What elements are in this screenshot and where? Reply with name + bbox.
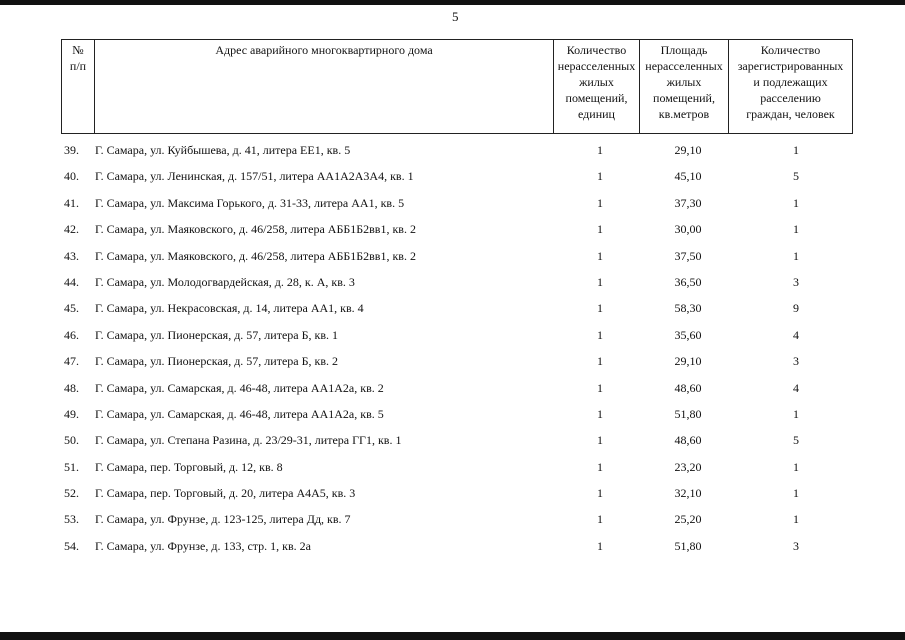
row-people: 1 [793, 222, 799, 237]
row-number: 54. [64, 538, 79, 553]
row-number: 43. [64, 248, 79, 263]
row-number: 51. [64, 459, 79, 474]
row-address: Г. Самара, ул. Куйбышева, д. 41, литера ЕЕ1, кв. 5 [95, 143, 351, 157]
row-area: 23,20 [674, 459, 702, 474]
row-people: 1 [793, 459, 799, 474]
row-people: 1 [793, 406, 799, 421]
page-number: 5 [452, 9, 459, 24]
row-count: 1 [597, 195, 603, 210]
row-area: 29,10 [674, 354, 702, 369]
row-count: 1 [597, 486, 603, 501]
row-area: 32,10 [674, 486, 702, 501]
row-area: 29,10 [674, 143, 702, 157]
table-row [0, 190, 905, 216]
row-count: 1 [597, 169, 603, 184]
row-address: Г. Самара, ул. Самарская, д. 46-48, литера АА1А2а, кв. 2 [95, 380, 384, 395]
table-row [0, 401, 905, 427]
row-count: 1 [597, 433, 603, 448]
table-header [61, 39, 853, 134]
row-number: 52. [64, 486, 79, 501]
row-number: 44. [64, 274, 79, 289]
row-count: 1 [597, 327, 603, 342]
table-row [0, 454, 905, 480]
header-area: Площадь нерасселенных жилых помещений, кв.метров [639, 40, 728, 133]
row-count: 1 [597, 512, 603, 527]
row-address: Г. Самара, ул. Степана Разина, д. 23/29-31, литера ГГ1, кв. 1 [95, 433, 402, 448]
row-count: 1 [597, 406, 603, 421]
row-number: 41. [64, 195, 79, 210]
table-row [0, 163, 905, 189]
row-people: 9 [793, 301, 799, 316]
row-address: Г. Самара, ул. Максима Горького, д. 31-33, литера АА1, кв. 5 [95, 195, 405, 210]
bottom-border [0, 632, 905, 640]
row-area: 51,80 [674, 406, 702, 421]
row-count: 1 [597, 354, 603, 369]
row-address: Г. Самара, ул. Молодогвардейская, д. 28, к. А, кв. 3 [95, 274, 355, 289]
row-area: 48,60 [674, 433, 702, 448]
row-number: 50. [64, 433, 79, 448]
table-row [0, 216, 905, 242]
row-area: 48,60 [674, 380, 702, 395]
row-area: 35,60 [674, 327, 702, 342]
row-people: 1 [793, 143, 799, 157]
row-count: 1 [597, 274, 603, 289]
row-count: 1 [597, 143, 603, 157]
row-area: 25,20 [674, 512, 702, 527]
row-people: 1 [793, 512, 799, 527]
table-row [0, 295, 905, 321]
row-address: Г. Самара, ул. Маяковского, д. 46/258, литера АББ1Б2вв1, кв. 2 [95, 222, 416, 237]
row-number: 47. [64, 354, 79, 369]
row-area: 58,30 [674, 301, 702, 316]
row-address: Г. Самара, ул. Самарская, д. 46-48, литера АА1А2а, кв. 5 [95, 406, 384, 421]
row-address: Г. Самара, пер. Торговый, д. 12, кв. 8 [95, 459, 283, 474]
table-row [0, 480, 905, 506]
row-number: 48. [64, 380, 79, 395]
row-number: 53. [64, 512, 79, 527]
table-body [0, 137, 905, 559]
row-number: 40. [64, 169, 79, 184]
table-row [0, 322, 905, 348]
table-row [0, 533, 905, 559]
row-address: Г. Самара, ул. Пионерская, д. 57, литера Б, кв. 2 [95, 354, 338, 369]
row-address: Г. Самара, ул. Ленинская, д. 157/51, литера АА1А2А3А4, кв. 1 [95, 169, 414, 184]
row-number: 39. [64, 143, 79, 157]
row-people: 4 [793, 380, 799, 395]
row-count: 1 [597, 380, 603, 395]
row-address: Г. Самара, ул. Некрасовская, д. 14, литера АА1, кв. 4 [95, 301, 364, 316]
row-people: 3 [793, 354, 799, 369]
row-count: 1 [597, 301, 603, 316]
row-number: 45. [64, 301, 79, 316]
table-row [0, 427, 905, 453]
row-people: 3 [793, 274, 799, 289]
row-people: 1 [793, 248, 799, 263]
row-area: 45,10 [674, 169, 702, 184]
row-people: 1 [793, 486, 799, 501]
header-count: Количество нерасселенных жилых помещений, единиц [553, 40, 639, 133]
row-address: Г. Самара, ул. Маяковского, д. 46/258, литера АББ1Б2вв1, кв. 2 [95, 248, 416, 263]
row-people: 3 [793, 538, 799, 553]
row-area: 37,50 [674, 248, 702, 263]
row-area: 51,80 [674, 538, 702, 553]
row-area: 37,30 [674, 195, 702, 210]
row-count: 1 [597, 459, 603, 474]
table-row [0, 506, 905, 532]
table-row [0, 243, 905, 269]
row-people: 5 [793, 169, 799, 184]
row-count: 1 [597, 248, 603, 263]
header-people: Количество зарегистрированных и подлежащих расселению граждан, человек [728, 40, 852, 133]
top-border [0, 0, 905, 5]
row-number: 49. [64, 406, 79, 421]
row-count: 1 [597, 538, 603, 553]
row-area: 36,50 [674, 274, 702, 289]
row-address: Г. Самара, ул. Пионерская, д. 57, литера Б, кв. 1 [95, 327, 338, 342]
row-address: Г. Самара, ул. Фрунзе, д. 123-125, литера Дд, кв. 7 [95, 512, 351, 527]
row-number: 42. [64, 222, 79, 237]
row-area: 30,00 [674, 222, 702, 237]
row-address: Г. Самара, ул. Фрунзе, д. 133, стр. 1, кв. 2а [95, 538, 311, 553]
row-people: 4 [793, 327, 799, 342]
header-address: Адрес аварийного многоквартирного дома [94, 40, 553, 133]
row-address: Г. Самара, пер. Торговый, д. 20, литера А4А5, кв. 3 [95, 486, 356, 501]
header-num: № п/п [69, 43, 87, 73]
row-people: 1 [793, 195, 799, 210]
table-row [0, 137, 905, 163]
row-count: 1 [597, 222, 603, 237]
table-row [0, 375, 905, 401]
table-row [0, 348, 905, 374]
row-number: 46. [64, 327, 79, 342]
row-people: 5 [793, 433, 799, 448]
table-row [0, 269, 905, 295]
